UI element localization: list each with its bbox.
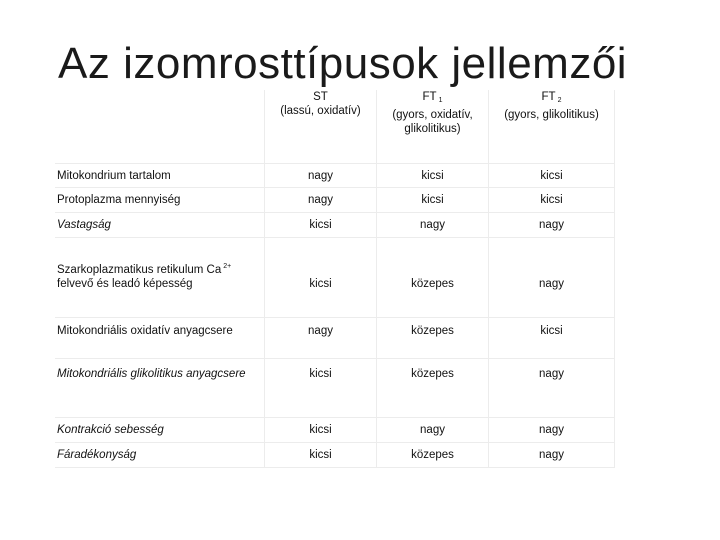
header-st-desc: (lassú, oxidatív) — [280, 105, 361, 117]
cell-ft1: kicsi — [377, 188, 489, 213]
cell-ft1: közepes — [377, 318, 489, 359]
cell-ft2: nagy — [489, 238, 615, 318]
table-row — [55, 418, 615, 443]
header-ft1-desc: (gyors, oxidatív, glikolitikus) — [392, 109, 473, 135]
header-ft1 — [377, 90, 489, 164]
row-label: Mitokondrium tartalom — [55, 164, 265, 188]
cell-ft1: nagy — [377, 418, 489, 443]
cell-st: kicsi — [265, 213, 377, 238]
cell-ft2: nagy — [489, 418, 615, 443]
table-row — [55, 164, 615, 188]
row-label: Fáradékonyság — [55, 443, 265, 468]
cell-ft1: közepes — [377, 238, 489, 318]
table-header-row — [55, 90, 615, 164]
row-label: Vastagság — [55, 213, 265, 238]
cell-ft2: kicsi — [489, 164, 615, 188]
row-label: Mitokondriális oxidatív anyagcsere — [55, 318, 265, 359]
header-st-name: ST — [313, 91, 328, 103]
header-ft1-name: FT — [422, 91, 437, 103]
row-label: Kontrakció sebesség — [55, 418, 265, 443]
header-empty-cell — [55, 90, 265, 164]
cell-st: nagy — [265, 318, 377, 359]
header-ft2-name: FT — [541, 91, 556, 103]
row-label — [55, 238, 265, 318]
row-label-rest: felvevő és leadó képesség — [57, 278, 193, 290]
fiber-type-table — [55, 90, 615, 468]
cell-ft2: nagy — [489, 359, 615, 418]
cell-ft2: kicsi — [489, 318, 615, 359]
cell-st: kicsi — [265, 443, 377, 468]
cell-ft2: nagy — [489, 213, 615, 238]
table-row — [55, 213, 615, 238]
header-ft2-desc: (gyors, glikolitikus) — [504, 109, 599, 121]
row-label: Mitokondriális glikolitikus anyagcsere — [55, 359, 265, 418]
header-ft1-sub: 1 — [438, 97, 443, 104]
cell-ft2: nagy — [489, 443, 615, 468]
cell-st: kicsi — [265, 238, 377, 318]
cell-ft2: kicsi — [489, 188, 615, 213]
table-row — [55, 443, 615, 468]
cell-st: nagy — [265, 164, 377, 188]
row-label: Protoplazma mennyiség — [55, 188, 265, 213]
table-row — [55, 359, 615, 418]
table-row — [55, 318, 615, 359]
cell-ft1: nagy — [377, 213, 489, 238]
cell-st: kicsi — [265, 359, 377, 418]
cell-ft1: közepes — [377, 443, 489, 468]
cell-ft1: közepes — [377, 359, 489, 418]
row-label-sup: 2+ — [223, 263, 232, 270]
cell-st: nagy — [265, 188, 377, 213]
header-st — [265, 90, 377, 164]
table-row — [55, 188, 615, 213]
table-row — [55, 238, 615, 318]
header-ft2 — [489, 90, 615, 164]
cell-ft1: kicsi — [377, 164, 489, 188]
cell-st: kicsi — [265, 418, 377, 443]
header-ft2-sub: 2 — [557, 97, 562, 104]
row-label-main: Szarkoplazmatikus retikulum Ca — [57, 264, 222, 276]
page-title: Az izomrosttípusok jellemzői — [58, 39, 628, 88]
